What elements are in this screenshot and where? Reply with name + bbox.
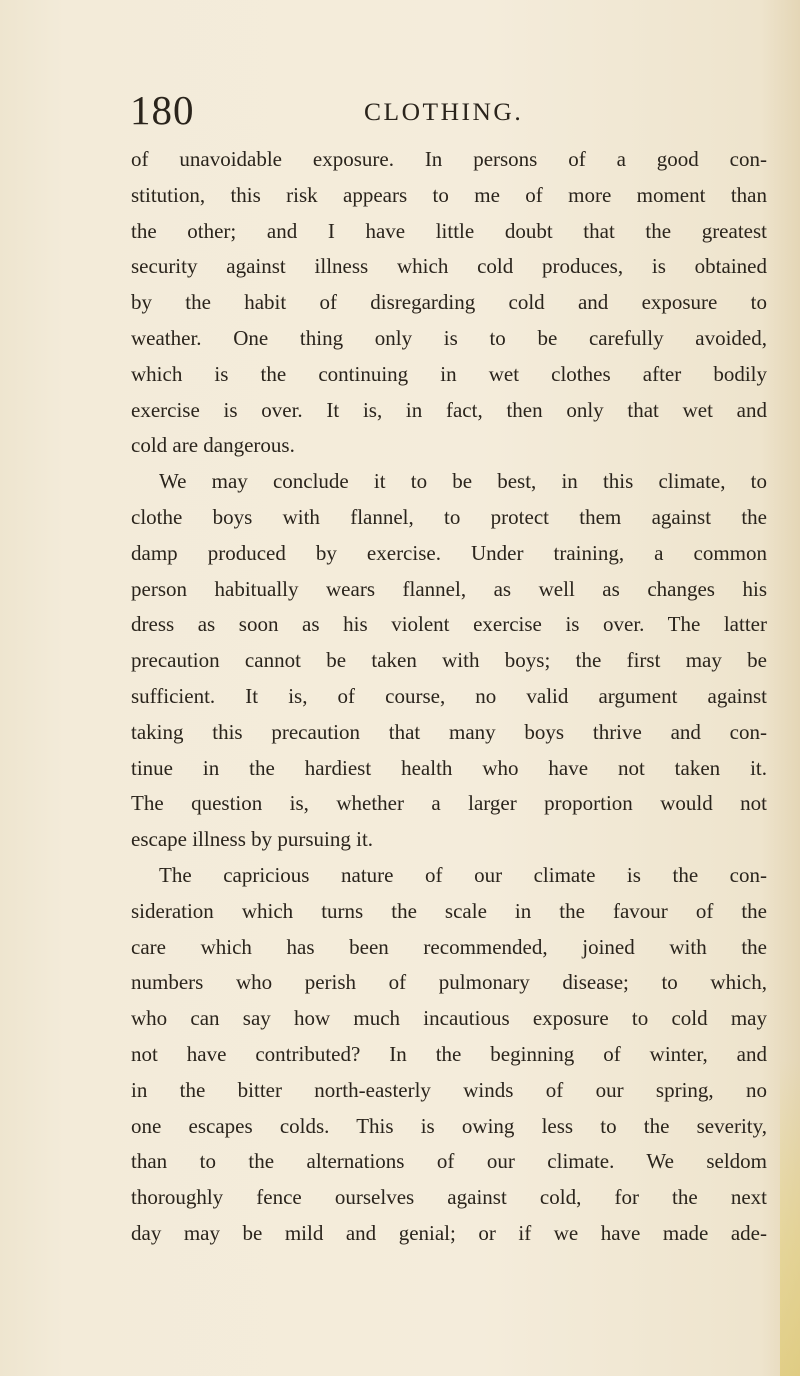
- text-line: day may be mild and genial; or if we have made ade-: [131, 1220, 767, 1245]
- text-line: security against illness which cold produces, is obtained: [131, 254, 767, 279]
- text-line: precaution cannot be taken with boys; the first may be: [131, 648, 767, 673]
- page-number: 180: [130, 87, 195, 133]
- text-line: We may conclude it to be best, in this climate, to: [159, 469, 767, 494]
- text-line: escape illness by pursuing it.: [131, 827, 374, 852]
- paragraph: [131, 858, 767, 1252]
- text-line: stitution, this risk appears to me of more moment than: [131, 182, 767, 207]
- text-line: The capricious nature of our climate is the con-: [159, 862, 767, 887]
- text-line: damp produced by exercise. Under training, a common: [131, 540, 767, 565]
- text-line: by the habit of disregarding cold and exposure to: [131, 290, 767, 315]
- body-text: [131, 142, 767, 1252]
- text-line: clothe boys with flannel, to protect them against the: [131, 504, 767, 529]
- text-line: care which has been recommended, joined with the: [131, 934, 767, 959]
- text-line: person habitually wears flannel, as well as changes his: [131, 576, 767, 601]
- text-line: which is the continuing in wet clothes after bodily: [131, 361, 767, 386]
- text-line: tinue in the hardiest health who have not taken it.: [131, 755, 767, 780]
- text-line: than to the alternations of our climate. We seldom: [131, 1149, 767, 1174]
- paragraph: [131, 464, 767, 858]
- text-line: cold are dangerous.: [131, 433, 295, 458]
- text-line: of unavoidable exposure. In persons of a good con-: [131, 147, 767, 171]
- text-line: one escapes colds. This is owing less to the severity,: [131, 1113, 767, 1138]
- text-line: sufficient. It is, of course, no valid argument against: [131, 683, 767, 708]
- page-header: [130, 86, 690, 142]
- text-line: exercise is over. It is, in fact, then only that wet and: [131, 397, 767, 422]
- paragraph: [131, 142, 767, 464]
- text-line: in the bitter north-easterly winds of our spring, no: [131, 1077, 767, 1102]
- text-line: numbers who perish of pulmonary disease; to which,: [131, 970, 767, 995]
- page-edge-stain: [780, 1060, 800, 1376]
- text-line: who can say how much incautious exposure to cold may: [131, 1006, 767, 1031]
- text-line: taking this precaution that many boys thrive and con-: [131, 719, 767, 744]
- text-line: the other; and I have little doubt that the greatest: [131, 218, 767, 243]
- text-line: not have contributed? In the beginning of winter, and: [131, 1041, 767, 1066]
- text-line: The question is, whether a larger proportion would not: [131, 791, 767, 816]
- running-head: CLOTHING.: [364, 97, 524, 126]
- text-line: thoroughly fence ourselves against cold, for the next: [131, 1185, 767, 1210]
- text-line: weather. One thing only is to be carefully avoided,: [131, 325, 767, 350]
- text-line: dress as soon as his violent exercise is over. The latter: [131, 612, 767, 637]
- text-line: sideration which turns the scale in the favour of the: [131, 898, 767, 923]
